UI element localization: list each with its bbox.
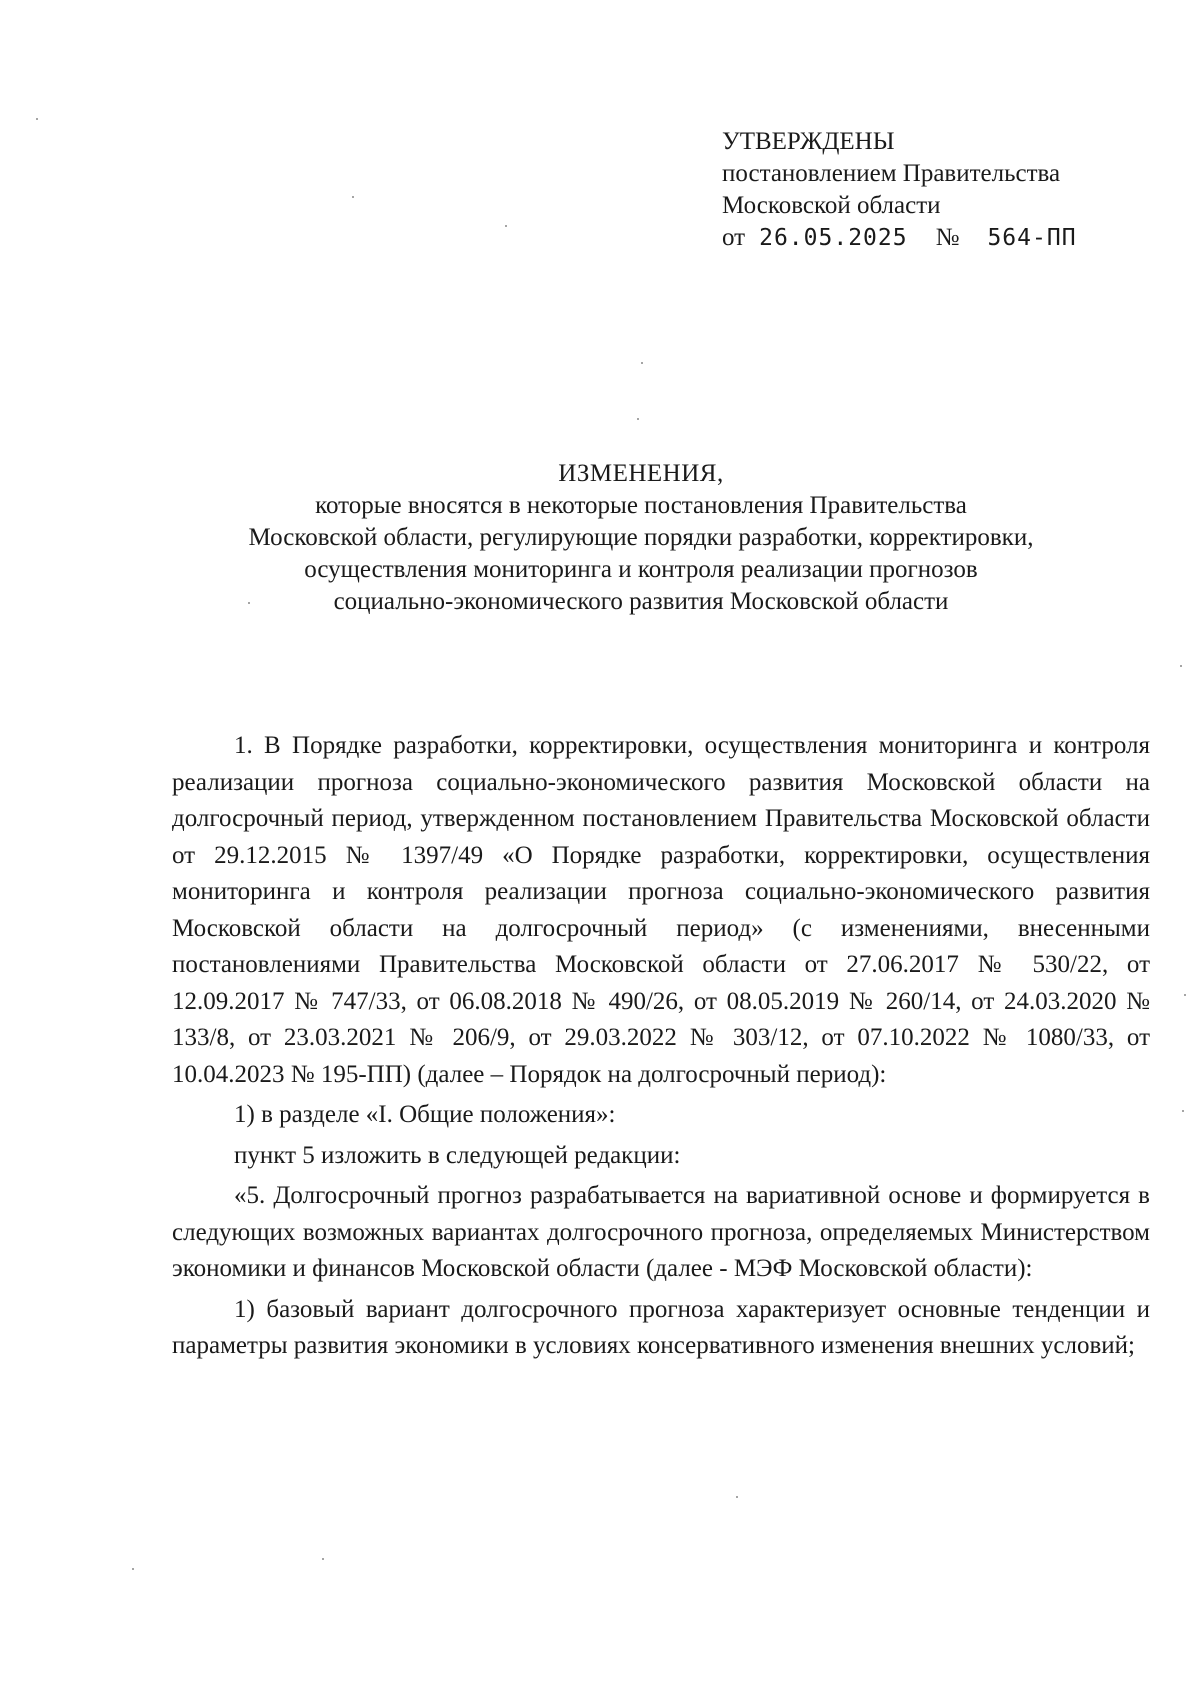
document-subheading-line-3: осуществления мониторинга и контроля реализации прогнозов xyxy=(304,556,978,583)
scan-speck xyxy=(736,1496,738,1498)
body-paragraph-1: 1. В Порядке разработки, корректировки, осуществления мониторинга и контроля реализации прогноза социально-экономического развития Московской области на долгосрочный период, утвержденном постановлением Правительства Московской области от 29.12.2015 № 1397/49 «О Порядке разработки, корректировки, осуществления мониторинга и контроля реализации прогноза социально-экономического развития Московской области на долгосрочный период» (с изменениями, внесенными постановлениями Правительства Московской области от 27.06.2017 № 530/22, от 12.09.2017 № 747/33, от 06.08.2018 № 490/26, от 08.05.2019 № 260/14, от 24.03.2020 № 133/8, от 23.03.2021 № 206/9, от 29.03.2022 № 303/12, от 07.10.2022 № 1080/33, от 10.04.2023 № 195-ПП) (далее – Порядок на долгосрочный период): xyxy=(172,732,1150,1088)
body-paragraph-5: 1) базовый вариант долгосрочного прогноза характеризует основные тенденции и параметры развития экономики в условиях консервативного изменения внешних условий; xyxy=(172,1295,1150,1359)
body-paragraph-3: пункт 5 изложить в следующей редакции: xyxy=(234,1141,681,1169)
document-body xyxy=(172,728,1150,1365)
approval-reference xyxy=(722,222,1162,254)
scan-speck xyxy=(36,118,38,120)
approval-from-label: от xyxy=(722,224,746,251)
approval-stamp xyxy=(722,126,1162,254)
scan-speck xyxy=(641,362,643,364)
body-paragraph-2: 1) в разделе «I. Общие положения»: xyxy=(234,1101,616,1128)
document-subheading-line-1: которые вносятся в некоторые постановления Правительства xyxy=(315,492,967,519)
document-subheading-line-2: Московской области, регулирующие порядки разработки, корректировки, xyxy=(248,524,1034,551)
document-title-block xyxy=(160,458,1122,618)
scan-speck xyxy=(132,1568,134,1570)
approval-number-sign: № xyxy=(935,224,960,251)
approval-line-1: постановлением Правительства xyxy=(722,160,1061,187)
body-paragraph-4: «5. Долгосрочный прогноз разрабатывается на вариативной основе и формируется в следующих возможных вариантах долгосрочного прогноза, определяемых Министерством экономики и финансов Московской области (далее - МЭФ Московской области): xyxy=(172,1182,1150,1282)
scan-speck xyxy=(322,1558,324,1560)
scan-speck xyxy=(1184,994,1186,996)
document-subheading-line-4: социально-экономического развития Московской области xyxy=(333,588,949,615)
approval-number: 564-ПП xyxy=(987,225,1077,251)
approval-line-2: Московской области xyxy=(722,192,941,219)
document-heading: ИЗМЕНЕНИЯ, xyxy=(558,460,724,487)
approval-date: 26.05.2025 xyxy=(759,225,908,251)
scan-speck xyxy=(505,225,507,227)
scan-speck xyxy=(637,418,639,420)
scan-speck xyxy=(352,196,354,198)
scan-speck xyxy=(1182,1110,1184,1112)
scan-speck xyxy=(1180,665,1182,667)
scan-speck xyxy=(248,602,250,604)
approval-title: УТВЕРЖДЕНЫ xyxy=(722,128,895,155)
